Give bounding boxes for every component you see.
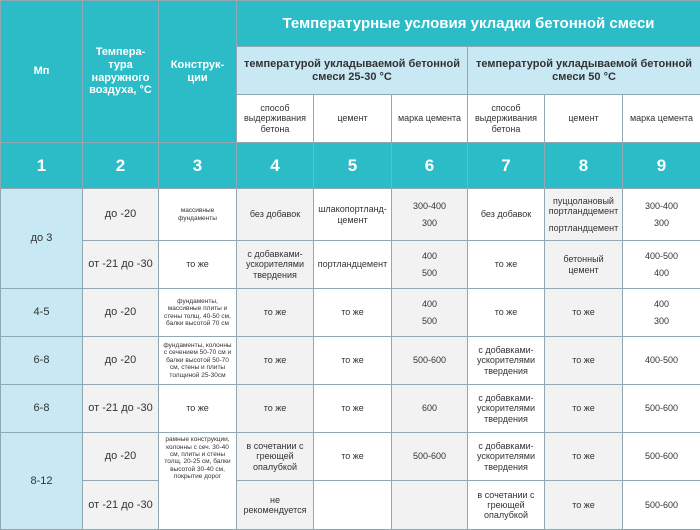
table-row: [1, 385, 700, 433]
subheader-cement-a: цемент: [314, 95, 392, 143]
subheader-method-a: способ выдерживания бетона: [237, 95, 314, 143]
group-header-50: температурой укладываемой бетонной смеси 50 °C: [468, 47, 700, 95]
method-a-cell: без добавок: [237, 189, 314, 241]
table-row: [1, 189, 700, 241]
cement-b-cell: то же: [545, 289, 623, 337]
cement-a-cell: шлакопортланд-цемент: [314, 189, 392, 241]
subheader-grade-b: марка цемента: [623, 95, 700, 143]
cement-a-cell: то же: [314, 289, 392, 337]
cement-b-cell: бетонный цемент: [545, 241, 623, 289]
column-number: 4: [237, 143, 314, 189]
temp-cell: до -20: [83, 289, 159, 337]
temp-cell: до -20: [83, 189, 159, 241]
grade-value: 500: [394, 316, 465, 326]
table-title: Температурные условия укладки бетонной смеси: [237, 1, 700, 47]
method-a-cell: то же: [237, 289, 314, 337]
cement-a-cell: то же: [314, 433, 392, 481]
column-number: 2: [83, 143, 159, 189]
cement-b-cell: то же: [545, 481, 623, 530]
grade-a-cell: 600: [392, 385, 468, 433]
grade-b-cell: [623, 189, 700, 241]
grade-a-cell: [392, 289, 468, 337]
grade-value: 500: [394, 268, 465, 278]
group-header-25-30: температурой укладываемой бетонной смеси 25-30 °C: [237, 47, 468, 95]
construction-cell: фундаменты, массивные плиты и стены толщ. 40-50 см, балки высотой 70 см: [159, 289, 237, 337]
temp-cell: от -21 до -30: [83, 481, 159, 530]
grade-value: 300: [394, 218, 465, 228]
subheader-grade-a: марка цемента: [392, 95, 468, 143]
column-number: 1: [1, 143, 83, 189]
header-mp: Мп: [1, 1, 83, 143]
construction-cell: фундаменты, колонны с сечением 50-70 см и балки высотой 50-70 см, стены и плиты толщиной 25-30см: [159, 337, 237, 385]
grade-value: 300: [625, 316, 698, 326]
method-b-cell: с добавками-ускорителями твердения: [468, 385, 545, 433]
cement-a-cell: портландцемент: [314, 241, 392, 289]
mp-cell: 6-8: [1, 385, 83, 433]
construction-cell: рамные конструкции, колонны с сеч. 30-40 см, плиты и стены толщ. 20-25 см, балки высотой 30-40 см, покрытие дорог: [159, 433, 237, 530]
mp-cell: 4-5: [1, 289, 83, 337]
method-a-cell: то же: [237, 385, 314, 433]
grade-value: 300: [625, 218, 698, 228]
column-number: 9: [623, 143, 700, 189]
cement-value: портландцемент: [547, 223, 620, 233]
cement-value: пуццолановый портландцемент: [547, 196, 620, 217]
temp-cell: от -21 до -30: [83, 241, 159, 289]
grade-b-cell: [623, 289, 700, 337]
mp-cell: 6-8: [1, 337, 83, 385]
grade-b-cell: 500-600: [623, 481, 700, 530]
subheader-cement-b: цемент: [545, 95, 623, 143]
grade-a-cell: [392, 481, 468, 530]
construction-cell: массивные фундаменты: [159, 189, 237, 241]
column-number: 3: [159, 143, 237, 189]
grade-value: 300-400: [625, 201, 698, 211]
cement-b-cell: то же: [545, 385, 623, 433]
column-number: 7: [468, 143, 545, 189]
grade-b-cell: 500-600: [623, 433, 700, 481]
cement-a-cell: то же: [314, 385, 392, 433]
grade-value: 400: [625, 299, 698, 309]
grade-a-cell: [392, 241, 468, 289]
header-constructions: Конструк-ции: [159, 1, 237, 143]
cement-a-cell: то же: [314, 337, 392, 385]
cement-b-cell: то же: [545, 337, 623, 385]
grade-b-cell: 500-600: [623, 385, 700, 433]
method-b-cell: то же: [468, 241, 545, 289]
method-b-cell: без добавок: [468, 189, 545, 241]
method-b-cell: с добавками-ускорителями твердения: [468, 337, 545, 385]
header-temperature: Темпера-тура наружного воздуха, °C: [83, 1, 159, 143]
grade-value: 300-400: [394, 201, 465, 211]
table-row: [1, 481, 700, 530]
grade-b-cell: [623, 241, 700, 289]
method-a-cell: в сочетании с греющей опалубкой: [237, 433, 314, 481]
cement-b-cell: [545, 189, 623, 241]
table-row: [1, 337, 700, 385]
column-number: 8: [545, 143, 623, 189]
column-number: 6: [392, 143, 468, 189]
method-b-cell: с добавками-ускорителями твердения: [468, 433, 545, 481]
cement-a-cell: [314, 481, 392, 530]
table-row: [1, 289, 700, 337]
subheader-method-b: способ выдерживания бетона: [468, 95, 545, 143]
method-b-cell: в сочетании с греющей опалубкой: [468, 481, 545, 530]
temp-cell: до -20: [83, 337, 159, 385]
construction-cell: то же: [159, 241, 237, 289]
grade-b-cell: 400-500: [623, 337, 700, 385]
grade-a-cell: [392, 189, 468, 241]
grade-a-cell: 500-600: [392, 337, 468, 385]
mp-cell: до 3: [1, 189, 83, 289]
mp-cell: 8-12: [1, 433, 83, 530]
method-a-cell: с добавками-ускорителями твердения: [237, 241, 314, 289]
temp-cell: от -21 до -30: [83, 385, 159, 433]
method-a-cell: то же: [237, 337, 314, 385]
grade-value: 400: [394, 251, 465, 261]
construction-cell: то же: [159, 385, 237, 433]
cement-b-cell: то же: [545, 433, 623, 481]
grade-value: 400: [394, 299, 465, 309]
table-row: [1, 433, 700, 481]
grade-value: 400-500: [625, 251, 698, 261]
method-b-cell: то же: [468, 289, 545, 337]
grade-a-cell: 500-600: [392, 433, 468, 481]
column-number: 5: [314, 143, 392, 189]
table-row: [1, 241, 700, 289]
grade-value: 400: [625, 268, 698, 278]
temp-cell: до -20: [83, 433, 159, 481]
method-a-cell: не рекомендуется: [237, 481, 314, 530]
